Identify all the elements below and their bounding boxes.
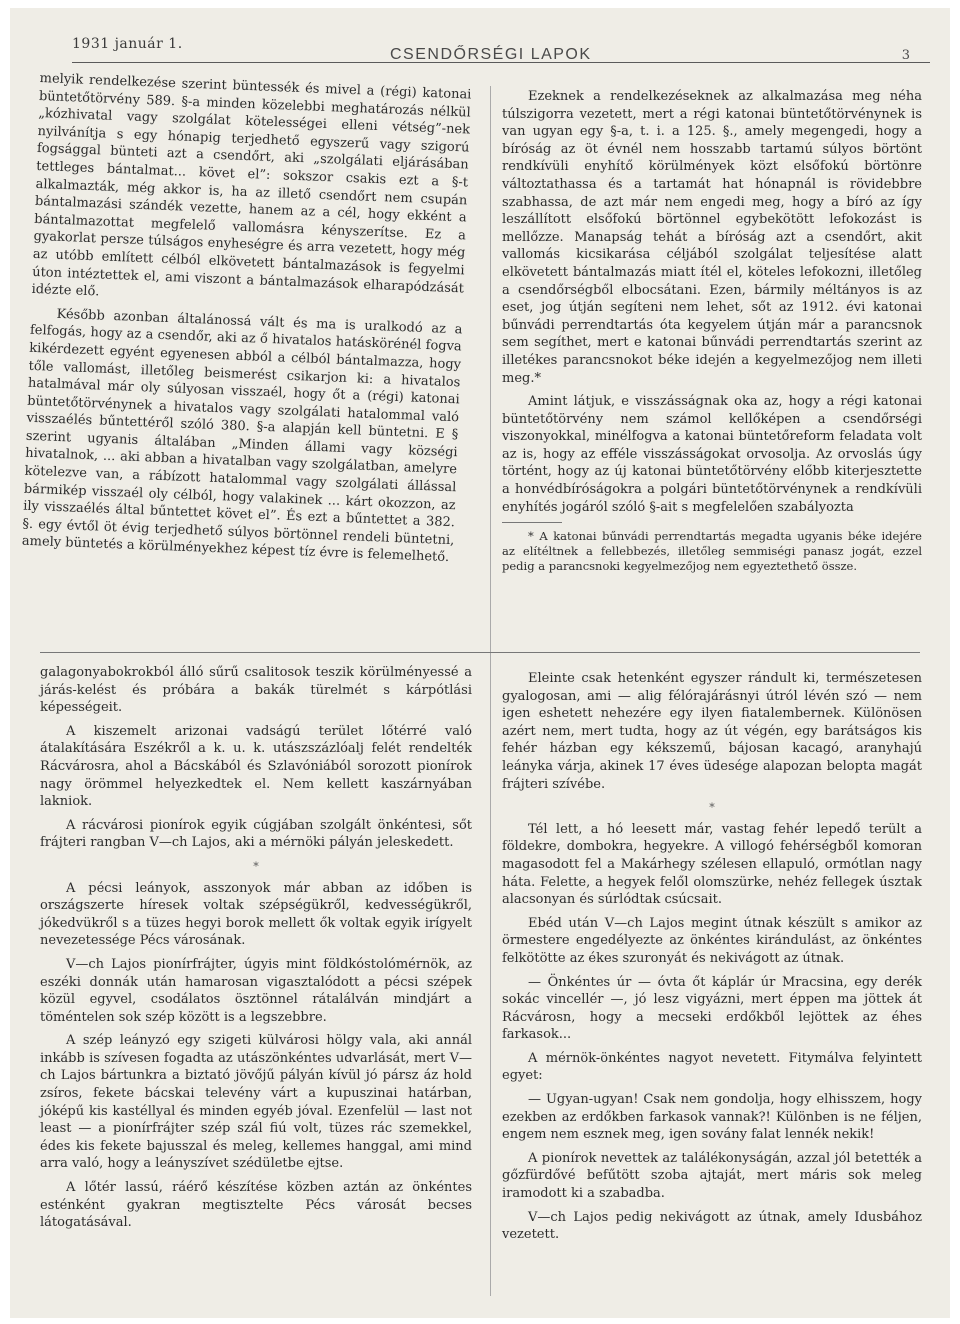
paragraph: A mérnök-önkéntes nagyot nevetett. Fitymálva felyintett egyet:	[502, 1050, 922, 1084]
paragraph: V—ch Lajos pedig nekivágott az útnak, amely Idusbához vezetett.	[502, 1209, 922, 1243]
page-header	[50, 34, 930, 64]
paragraph: A pionírok nevettek az találékonyságán, azzal jól betették a gőzfürdővé befűtött szoba ajtaját, mert máris sok meleg iramodott ki a szabadba.	[502, 1150, 922, 1202]
footnote-rule	[502, 522, 562, 523]
issue-date: 1931 január 1.	[72, 36, 183, 52]
paragraph: Később azonban általánossá vált és ma is uralkodó az a felfogás, hogy az a csendőr, aki az ő hivatalos hatáskörénél fogva kikérdezett egyént egyenesen abból a célból bántalmazza, hogy tőle vallomást, illetőleg beismerést csikarjon ki: a hivatalos hatalmával már oly súlyosan visszaél, hogy őt a (régi) katonai büntetőtörvénynek a hivatalos vagy szolgálati hatalommal való visszaélés bűntettéről szóló 380. §-a alapján kell büntetni. E § szerint ugyanis általában „Minden állami vagy községi hivatalnok, ... aki abban a hivatalban vagy szolgálatban, amelyre kötelezve van, a rábízott hatalommal vagy szolgálati állással bármikép visszaél oly célból, hogy valakinek ... kárt okozzon, az ily visszaélés által bűntettet követ el”. És ezt a bűntettet a 382. §. egy évtől öt évig terjedhető súlyos börtönnel rendeli büntetni, amely büntetés a körülményekhez képest tíz évre is felemelhető.	[21, 306, 463, 566]
column-divider	[490, 86, 491, 1296]
section-break: *	[709, 801, 715, 815]
article-column-2	[502, 88, 922, 580]
paragraph: V—ch Lajos pionírfrájter, úgyis mint földkóstolómérnök, az eszéki donnák után hamarosan vigasztalódott a pécsi szépek közül egyvel, csodálatos ösztönnel rátalálván mindjárt a töméntelen sok szép között is a legszebbre.	[40, 956, 472, 1025]
story-column-2	[502, 670, 922, 1250]
paragraph: Amint látjuk, e visszásságnak oka az, hogy a régi katonai büntetőtörvény nem számol kellőképen a csendőrségi viszonyokkal, minélfogva a katonai büntetőreform feladata volt az is, hogy az efféle visszásságokat orvosolja. Az orvoslás úgy történt, hogy az új katonai büntetőtörvény előbb kiterjesztette a honvédbíróságokra a polgári büntetőtörvénynek a rendkívüli enyhítés jogáról szóló §-ait s megfelelően szabályozta	[502, 394, 922, 515]
paragraph: Tél lett, a hó leesett már, vastag fehér lepedő terült a földekre, dombokra, hegyekre. A villogó fehérségből komoran magasodott fel a Makárhegy szélesen ellapuló, ormótlan nagy háta. Felette, a hegyek felől olomszürke, nehéz fellegek úsztak alacsonyan és súrlódtak csúcsait.	[502, 821, 922, 908]
paragraph: Eleinte csak hetenként egyszer rándult ki, természetesen gyalogosan, ami — alig félórajárásnyi útról lévén szó — nem igen eshetett nehezére egy ilyen fiatalembernek. Különösen azért nem, mert tudta, hogy az út végén, egy barátságos kis fehér házban egy kékszemű, bájosan kacagó, aranyhajú leányka várja, akinek 17 éves üdesége alapozan belopta magát fráјteri szívébe.	[502, 671, 922, 792]
paragraph: A rácvárosi pionírok egyik cúgjában szolgált önkéntesi, sőt frájteri rangban V—ch Lajos, aki a mérnöki pályán jeleskedett.	[40, 817, 472, 851]
story-column-1	[40, 664, 472, 1238]
section-break: *	[253, 859, 259, 873]
paragraph: Ezeknek a rendelkezéseknek az alkalmazása meg néha túlszigorra vezetett, mert a régi katonai büntetőtörvénynek is van ugyan egy §-a, t. i. a 125. §., amely megengedi, hogy a bíróság az öt évnél nem hosszabb tartamú súlyos börtönt rendkívüli enyhítő körülmények közt elsőfokú börtönre változtathassa és a tartamát hat hónapnál is rövidebbre szabhassa, de azt már nem engedi meg, hogy a bíró az így leszállított elsőfokú börtönnel egybekötött lefokozást is mellőzze. Manapság tehát a bíróság azt a csendőrt, akit vallomás kicsikarása céljából szolgálat teljesítése alatt elkövetett bántalmazás miatt ítél el, köteles lefokozni, illetőleg a csendőrségből elbocsátani. Ezen, bármily méltányos is az eset, jog útján segíteni nem lehet, sőt az 1912. évi katonai bűnvádi perrendtartás óta kegyelem útján már a parancsnok sem segíthet, mert e katonai bűnvádi perrendtartás szerint az illetékes parancsnokot béke idején a kegyelmezőjog nem illeti meg.*	[502, 89, 922, 386]
paragraph: A szép leányzó egy szigeti külvárosi hölgy vala, aki annál inkább is szívesen fogadta az utászönkéntes udvarlását, mert V—ch Lajos bártunkra a biztató jövőjű pályán kívül jó pársz áz hold zsíros, fekete bácskai televény várt a kupuszinai határban, jóképű kis kastéllyal és minden egyéb jóval. Ezenfelül — last not least — a pionírfrájter szép szál fiú volt, tüzes rác szemekkel, édes kis fekete bajusszal és meleg, kellemes hanggal, ami mind arra való, hogy a leányszívet szédületbe ejtse.	[40, 1033, 472, 1172]
header-rule	[72, 62, 930, 63]
paragraph: galagonyabokrokból álló sűrű csalitosok teszik körülményessé a járás-kelést és próbára a bakák türelmét s kárpótlási képességeit.	[40, 665, 472, 716]
section-divider	[40, 652, 920, 653]
paragraph: A pécsi leányok, asszonyok már abban az időben is országszerte híresek voltak szépségükről, kedvességükről, jókedvükről s a tüzes hegyi borok mellett ők voltak egyik irígyelt nevezetessége Pécs városának.	[40, 880, 472, 949]
publication-title: CSENDŐRSÉGI LAPOK	[390, 46, 592, 63]
paragraph: — Önkéntes úr — óvta őt káplár úr Mracsina, egy derék sokác vincellér —, jó lesz vigyázni, mert éppen ma jöttek át Rácvárosn, hogy a mecseki erdőkből lejöttek az éhes farkasok...	[502, 974, 922, 1043]
paragraph: A kiszemelt arizonai vadságú terület lőtérré való átalakítására Eszékről a k. u. k. utászszázlóalj felét rendelték Rácvárosra, ahol a Bácskából és Szlavóniából sorozott pionírok nagy örömmel helyezkedtek el. Nem kellett kaszárnyában lakniok.	[40, 723, 472, 810]
paragraph: A lőtér lassú, ráérő készítése közben aztán az önkéntes esténként gyakran megtisztelte Pécs városát becses látogatásával.	[40, 1180, 472, 1231]
footnote: * A katonai bűnvádi perrendtartás megadta ugyanis béke idejére az elítéltnek a fellebbezés, illetőleg semmiségi panasz jogát, ezzel pedig a parancsnoki kegyelmezőjog nem egyeztethető össze.	[502, 529, 922, 573]
paragraph: melyik rendelkezése szerint büntessék és mivel a (régi) katonai büntetőtörvény 589. §-a minden közelebbi meghatározás nélkül „kózhivatal vagy szolgálat kötelességei elleni vétség”-nek nyilvánítja s egy hónapig terjedhető egyszerű vagy szigorú fogsággal bünteti azt a csendőrt, aki „szolgálati eljárásában tettleges bántalmat... követ el”: sokszor csakis ezt a §-t alkalmazták, még akkor is, ha az illető csendőrt nem csupán bántalmazási szándék vezette, hanem az a cél, hogy ekként a bántalmazottat megfelelő vallomásra kényszerítse. Ez a gyakorlat persze túlságos enyheségre és arra vezetett, hogy még az utóbb említett célból elkövetett bántalmazások is fegyelmi úton intéztettek el, ami viszont a bántalmazások elharapódzását idézte elő.	[31, 70, 472, 300]
paragraph: — Ugyan-ugyan! Csak nem gondolja, hogy elhisszem, hogy ezekben az erdőkben farkasok vannak?! Különben is ne féljen, engem nem esznek meg, igen sovány falat lennék nekik!	[502, 1092, 922, 1143]
article-column-1	[21, 70, 471, 573]
page-number: 3	[901, 48, 910, 63]
paragraph: Ebéd után V—ch Lajos megint útnak készült s amikor az örmestere engedélyezte az önkéntes kirándulást, az önkéntes felkötötte az ékes szuronyát és nekivágott az útnak.	[502, 915, 922, 966]
